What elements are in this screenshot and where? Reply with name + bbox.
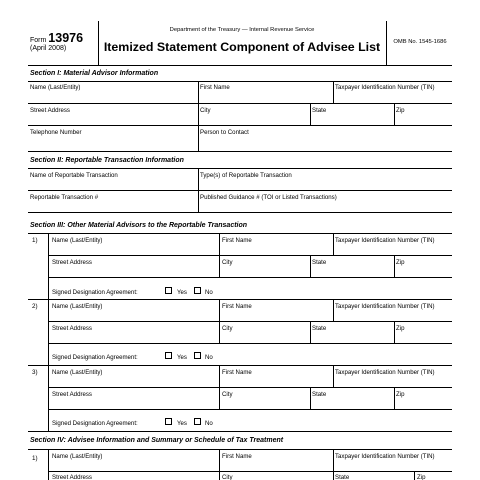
yes-label: Yes — [177, 420, 187, 427]
advisee-zip-field[interactable]: Zip — [417, 474, 426, 480]
cell-divider — [198, 103, 199, 125]
advisor-zip-field[interactable]: Zip — [396, 107, 405, 114]
other-advisor-city-field[interactable]: City — [222, 391, 233, 398]
other-advisor-tin-field[interactable]: Taxpayer Identification Number (TIN) — [335, 369, 435, 376]
yes-checkbox[interactable] — [165, 352, 172, 359]
cell-divider — [394, 321, 395, 343]
cell-divider — [333, 233, 334, 255]
other-advisor-state-field[interactable]: State — [312, 259, 327, 266]
rule — [28, 431, 452, 432]
other-advisor-state-field[interactable]: State — [312, 391, 327, 398]
entry-number: 1) — [32, 237, 38, 244]
no-label: No — [205, 420, 213, 427]
cell-divider — [394, 103, 395, 125]
cell-divider — [310, 321, 311, 343]
advisee-name-field[interactable]: Name (Last/Entity) — [52, 453, 103, 460]
section-3-title: Section III: Other Material Advisors to the Reportable Transaction — [30, 222, 248, 229]
other-advisor-street-field[interactable]: Street Address — [52, 325, 92, 332]
rule — [28, 81, 452, 82]
other-advisor-zip-field[interactable]: Zip — [396, 391, 405, 398]
advisee-state-field[interactable]: State — [335, 474, 350, 480]
advisee-street-field[interactable]: Street Address — [52, 474, 92, 480]
yes-checkbox[interactable] — [165, 287, 172, 294]
cell-divider — [48, 299, 49, 365]
cell-divider — [333, 81, 334, 103]
entry-number: 1) — [32, 455, 38, 462]
rule — [28, 233, 452, 234]
form-header — [28, 21, 452, 66]
advisor-state-field[interactable]: State — [312, 107, 327, 114]
signed-agreement-label: Signed Designation Agreement: — [52, 289, 138, 296]
cell-divider — [333, 449, 334, 480]
no-checkbox[interactable] — [194, 352, 201, 359]
other-advisor-state-field[interactable]: State — [312, 325, 327, 332]
other-advisor-first-name-field[interactable]: First Name — [222, 237, 252, 244]
advisor-street-field[interactable]: Street Address — [30, 107, 70, 114]
no-label: No — [205, 354, 213, 361]
form-label: Form — [30, 37, 47, 44]
section-2-title: Section II: Reportable Transaction Information — [30, 157, 184, 164]
other-advisor-name-field[interactable]: Name (Last/Entity) — [52, 303, 103, 310]
entry-number: 3) — [32, 369, 38, 376]
rule — [28, 299, 452, 300]
rule — [48, 277, 452, 278]
transaction-types-field[interactable]: Type(s) of Reportable Transaction — [200, 172, 292, 179]
other-advisor-street-field[interactable]: Street Address — [52, 391, 92, 398]
signed-agreement-label: Signed Designation Agreement: — [52, 354, 138, 361]
rule — [48, 321, 452, 322]
entry-number: 2) — [32, 303, 38, 310]
other-advisor-tin-field[interactable]: Taxpayer Identification Number (TIN) — [335, 237, 435, 244]
cell-divider — [310, 103, 311, 125]
section-1-title: Section I: Material Advisor Information — [30, 70, 159, 77]
advisee-city-field[interactable]: City — [222, 474, 233, 480]
other-advisor-name-field[interactable]: Name (Last/Entity) — [52, 237, 103, 244]
signed-agreement-label: Signed Designation Agreement: — [52, 420, 138, 427]
other-advisor-first-name-field[interactable]: First Name — [222, 303, 252, 310]
rule — [48, 471, 452, 472]
cell-divider — [333, 365, 334, 387]
yes-checkbox[interactable] — [165, 418, 172, 425]
no-checkbox[interactable] — [194, 287, 201, 294]
cell-divider — [310, 255, 311, 277]
form-title: Itemized Statement Component of Advisee List — [103, 40, 381, 54]
cell-divider — [310, 387, 311, 409]
no-checkbox[interactable] — [194, 418, 201, 425]
cell-divider — [48, 449, 49, 480]
yes-label: Yes — [177, 354, 187, 361]
rule — [28, 125, 452, 126]
advisor-contact-field[interactable]: Person to Contact — [200, 129, 249, 136]
other-advisor-city-field[interactable]: City — [222, 259, 233, 266]
other-advisor-first-name-field[interactable]: First Name — [222, 369, 252, 376]
advisee-first-name-field[interactable]: First Name — [222, 453, 252, 460]
advisor-first-name-field[interactable]: First Name — [200, 84, 230, 91]
advisor-telephone-field[interactable]: Telephone Number — [30, 129, 82, 136]
cell-divider — [333, 299, 334, 321]
header-divider — [386, 21, 387, 65]
advisor-name-field[interactable]: Name (Last/Entity) — [30, 84, 81, 91]
header-divider — [98, 21, 99, 65]
rule — [28, 190, 452, 191]
rule — [28, 365, 452, 366]
yes-label: Yes — [177, 289, 187, 296]
cell-divider — [198, 125, 199, 151]
transaction-name-field[interactable]: Name of Reportable Transaction — [30, 172, 118, 179]
advisor-city-field[interactable]: City — [200, 107, 211, 114]
other-advisor-tin-field[interactable]: Taxpayer Identification Number (TIN) — [335, 303, 435, 310]
form-id-block — [30, 31, 83, 53]
cell-divider — [198, 81, 199, 103]
cell-divider — [48, 233, 49, 299]
department-line: Department of the Treasury — Internal Revenue Service — [169, 27, 315, 33]
advisor-tin-field[interactable]: Taxpayer Identification Number (TIN) — [335, 84, 435, 91]
rule — [28, 103, 452, 104]
rule — [48, 387, 452, 388]
rule — [28, 449, 452, 450]
section-4-title: Section IV: Advisee Information and Summary or Schedule of Tax Treatment — [30, 437, 284, 444]
other-advisor-street-field[interactable]: Street Address — [52, 259, 92, 266]
rule — [28, 151, 452, 152]
cell-divider — [414, 471, 415, 480]
other-advisor-zip-field[interactable]: Zip — [396, 259, 405, 266]
cell-divider — [394, 387, 395, 409]
rule — [28, 168, 452, 169]
other-advisor-city-field[interactable]: City — [222, 325, 233, 332]
cell-divider — [48, 365, 49, 431]
no-label: No — [205, 289, 213, 296]
rule — [48, 343, 452, 344]
transaction-number-field[interactable]: Reportable Transaction # — [30, 194, 99, 201]
cell-divider — [394, 255, 395, 277]
form-date: (April 2008) — [30, 45, 67, 53]
other-advisor-name-field[interactable]: Name (Last/Entity) — [52, 369, 103, 376]
rule — [28, 212, 452, 213]
form-number: 13976 — [48, 31, 84, 45]
omb-number: OMB No. 1545-1686 — [393, 39, 447, 45]
rule — [48, 255, 452, 256]
advisee-tin-field[interactable]: Taxpayer Identification Number (TIN) — [335, 453, 435, 460]
rule — [48, 409, 452, 410]
published-guidance-field[interactable]: Published Guidance # (TOI or Listed Transactions) — [200, 194, 337, 201]
other-advisor-zip-field[interactable]: Zip — [396, 325, 405, 332]
cell-divider — [219, 449, 220, 480]
